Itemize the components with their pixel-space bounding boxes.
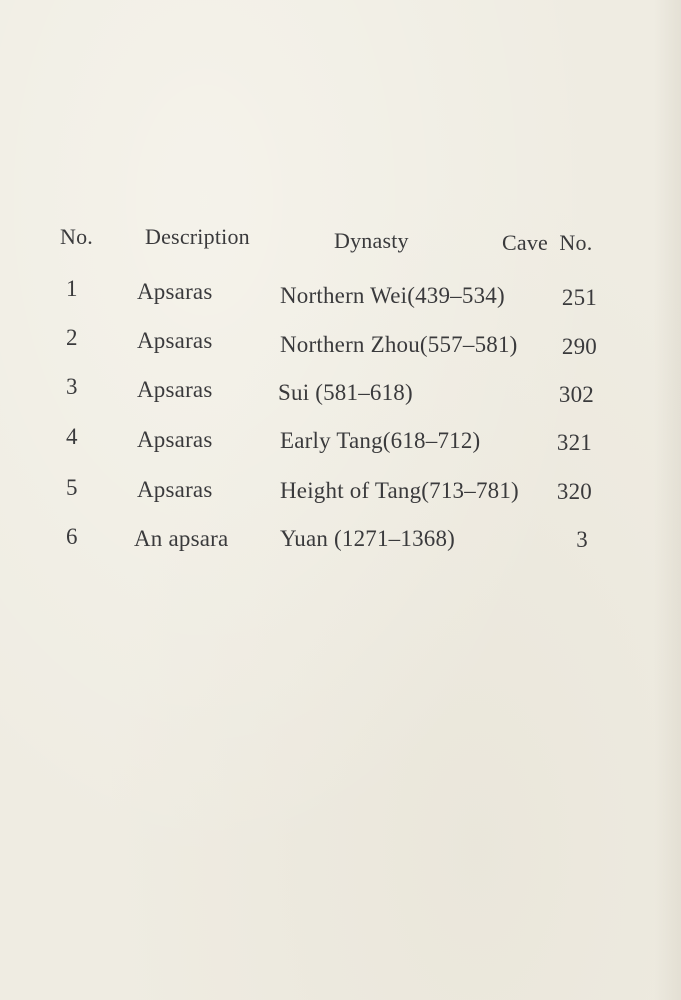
row-cave-no: 251	[561, 285, 597, 310]
row-cave-no: 321	[556, 430, 592, 455]
row-description: Apsaras	[137, 279, 213, 304]
header-no: No.	[60, 224, 93, 249]
row-number: 4	[66, 424, 78, 449]
row-description: Apsaras	[137, 477, 213, 502]
row-cave-no: 320	[556, 479, 592, 504]
header-cave-no: Cave No.	[502, 230, 593, 255]
row-dynasty: Northern Zhou(557–581)	[280, 332, 518, 357]
row-number: 2	[66, 325, 78, 350]
row-number: 5	[66, 475, 78, 500]
row-number: 6	[66, 524, 78, 549]
row-dynasty: Northern Wei(439–534)	[280, 283, 505, 308]
row-dynasty: Yuan (1271–1368)	[280, 526, 456, 551]
header-dynasty: Dynasty	[334, 228, 409, 253]
header-description: Description	[145, 224, 250, 249]
row-cave-no: 302	[558, 382, 594, 407]
row-dynasty: Early Tang(618–712)	[280, 428, 481, 453]
row-description: Apsaras	[137, 328, 213, 353]
row-description: Apsaras	[137, 427, 213, 452]
row-cave-no: 3	[576, 527, 588, 552]
row-number: 1	[66, 276, 78, 301]
row-number: 3	[66, 374, 78, 399]
row-dynasty: Height of Tang(713–781)	[280, 478, 519, 503]
row-description: An apsara	[134, 526, 229, 551]
row-description: Apsaras	[137, 377, 213, 402]
row-cave-no: 290	[561, 334, 597, 359]
row-dynasty: Sui (581–618)	[278, 380, 413, 405]
